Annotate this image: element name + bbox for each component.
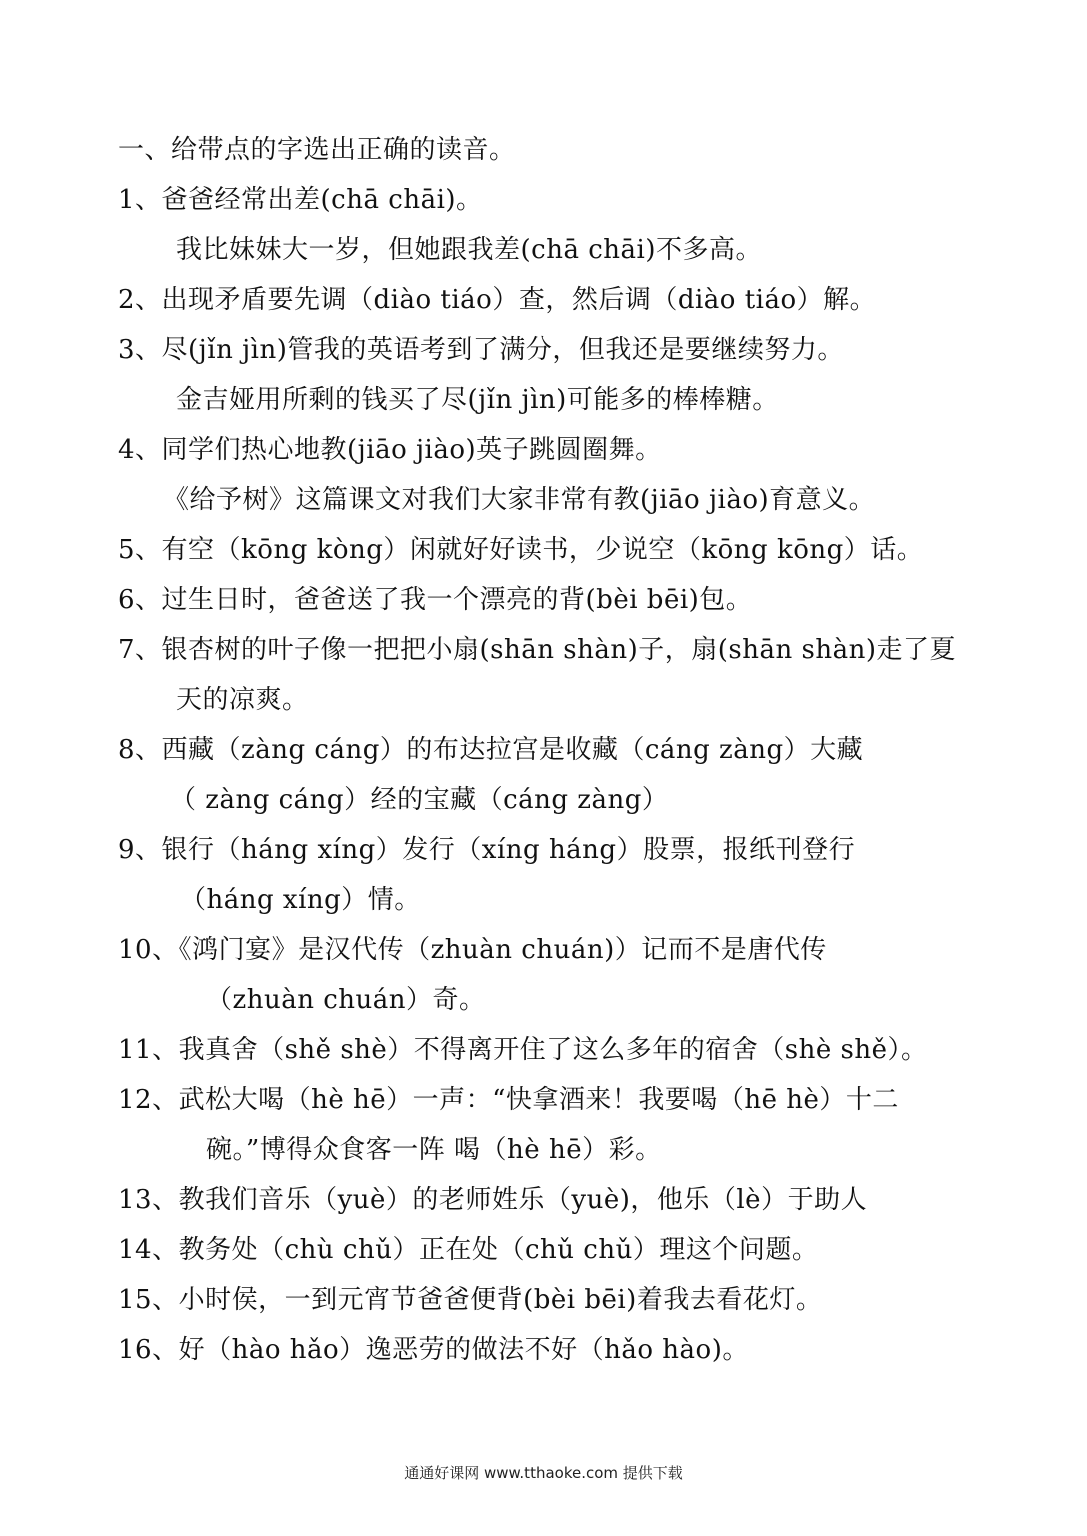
question-line-5: 5、有空（kōng kòng）闲就好好读书，少说空（kōng kōng）话。 [118,535,924,565]
page-footer: 通通好课网 www.tthaoke.com 提供下载 [404,1464,683,1482]
question-line-16: 16、好（hào hǎo）逸恶劳的做法不好（hǎo hào)。 [118,1335,749,1365]
question-line-9-continued: （háng xíng）情。 [180,885,421,915]
question-line-13: 13、教我们音乐（yuè）的老师姓乐（yuè)，他乐（lè）于助人 [118,1185,868,1215]
question-line-3-continued: 金吉娅用所剩的钱买了尽(jǐn jìn)可能多的棒棒糖。 [176,385,779,415]
question-line-10-continued: （zhuàn chuán）奇。 [206,985,486,1015]
question-line-1-continued: 我比妹妹大一岁，但她跟我差(chā chāi)不多高。 [176,235,762,265]
question-line-4-continued: 《给予树》这篇课文对我们大家非常有教(jiāo jiào)育意义。 [163,485,876,515]
question-line-7-continued: 天的凉爽。 [176,685,309,715]
question-line-8-continued: （ zàng cáng）经的宝藏（cáng zàng） [170,785,669,815]
question-line-15: 15、小时侯，一到元宵节爸爸便背(bèi bēi)着我去看花灯。 [118,1285,823,1315]
question-line-11: 11、我真舍（shě shè）不得离开住了这么多年的宿舍（shè shě）。 [118,1035,928,1065]
question-line-6: 6、过生日时，爸爸送了我一个漂亮的背(bèi bēi)包。 [118,585,753,615]
question-line-7: 7、银杏树的叶子像一把把小扇(shān shàn)子，扇(shān shàn)走了夏 [118,635,956,665]
question-line-12-continued: 碗。”博得众食客一阵 喝（hè hē）彩。 [206,1135,662,1165]
worksheet-heading: 一、给带点的字选出正确的读音。 [118,135,516,165]
question-line-1: 1、爸爸经常出差(chā chāi)。 [118,185,483,215]
question-line-9: 9、银行（háng xíng）发行（xíng háng）股票，报纸刊登行 [118,835,856,865]
question-line-14: 14、教务处（chù chǔ）正在处（chǔ chǔ）理这个问题。 [118,1235,819,1265]
question-line-10: 10、《鸿门宴》是汉代传（zhuàn chuán)）记而不是唐代传 [118,935,827,965]
question-line-12: 12、武松大喝（hè hē）一声：“快拿酒来！我要喝（hē hè）十二 [118,1085,899,1115]
question-line-4: 4、同学们热心地教(jiāo jiào)英子跳圆圈舞。 [118,435,662,465]
question-line-2: 2、出现矛盾要先调（diào tiáo）查，然后调（diào tiáo）解。 [118,285,877,315]
question-line-8: 8、西藏（zàng cáng）的布达拉宫是收藏（cáng zàng）大藏 [118,735,864,765]
question-line-3: 3、尽(jǐn jìn)管我的英语考到了满分，但我还是要继续努力。 [118,335,844,365]
